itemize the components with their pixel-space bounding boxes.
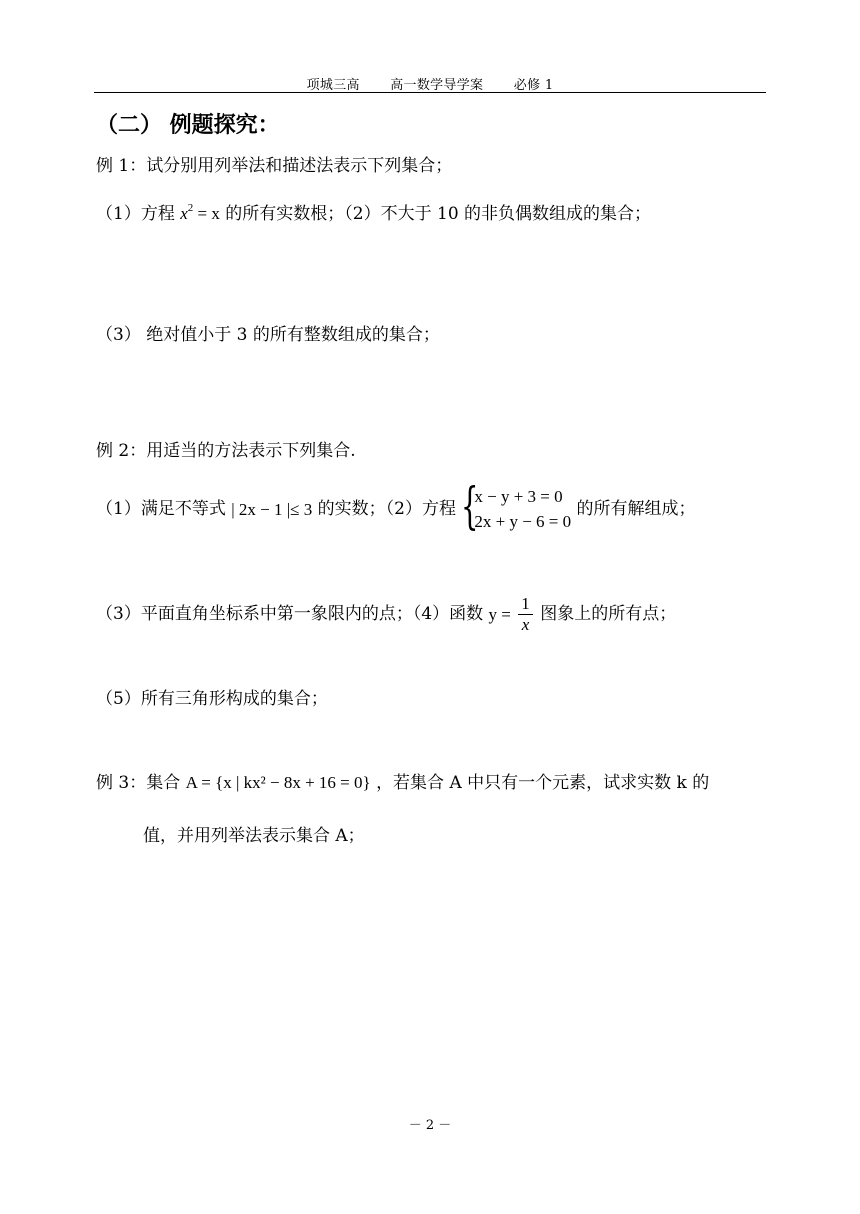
- ex2-p1-label: （1）满足不等式: [96, 498, 226, 519]
- example-3-line-2: 值，并用列举法表示集合 A；: [143, 826, 365, 846]
- ex1-p1-equation: $x^2 = x$: [180, 202, 220, 223]
- ex3-set-expression: A = {x | kx² − 8x + 16 = 0}: [185, 773, 371, 792]
- fraction: [518, 594, 533, 635]
- page-header: [94, 74, 766, 93]
- header-rule: [94, 92, 766, 93]
- brace-symbol: {: [461, 477, 479, 535]
- example-2-part-3-4: [96, 594, 676, 635]
- ex2-func-tail: 图象上的所有点；: [540, 604, 677, 624]
- header-volume: 必修 1: [513, 78, 554, 93]
- fraction-denominator: [518, 615, 533, 635]
- section-title: （二） 例题探究：: [96, 113, 280, 138]
- example-1-title: 例 1：试分别用列举法和描述法表示下列集合；: [96, 156, 453, 176]
- fraction-denominator-var: x: [521, 615, 530, 634]
- example-2-part-5: （5）所有三角形构成的集合；: [96, 689, 328, 709]
- example-3-line-1: [96, 774, 709, 792]
- example-2-title: 例 2：用适当的方法表示下列集合.: [96, 441, 356, 461]
- ex3-label: 例 3：集合: [96, 773, 181, 793]
- ex2-func-lhs: y =: [488, 605, 511, 624]
- ex1-p1-tail: 的所有实数根；（2）不大于 10 的非负偶数组成的集合；: [225, 204, 652, 224]
- equation-system: [461, 477, 572, 535]
- example-2-part-1: [96, 477, 696, 535]
- ex1-p1-eq-rhs: = x: [197, 204, 220, 223]
- header-course: 高一数学导学案: [390, 78, 484, 93]
- ex2-p1-tail: 的实数；（2）方程: [317, 498, 456, 519]
- ex2-p3: （3）平面直角坐标系中第一象限内的点；（4）函数: [96, 604, 484, 624]
- example-1-part-1: [96, 202, 652, 224]
- ex1-p1-label: （1）方程: [96, 204, 175, 224]
- header-school: 项城三高: [306, 78, 360, 93]
- fraction-numerator: 1: [518, 594, 533, 615]
- system-row-1: x − y + 3 = 0: [474, 487, 563, 506]
- ex3-tail: ，若集合 A 中只有一个元素，试求实数 k 的: [376, 773, 710, 793]
- ex2-sys-tail: 的所有解组成；: [576, 498, 696, 519]
- page-number: － 2 －: [408, 1118, 452, 1133]
- ex2-p1-inequality: | 2x − 1 |≤ 3: [231, 499, 313, 519]
- system-row-2: 2x + y − 6 = 0: [474, 512, 572, 531]
- example-1-part-3: （3） 绝对值小于 3 的所有整数组成的集合；: [96, 325, 440, 345]
